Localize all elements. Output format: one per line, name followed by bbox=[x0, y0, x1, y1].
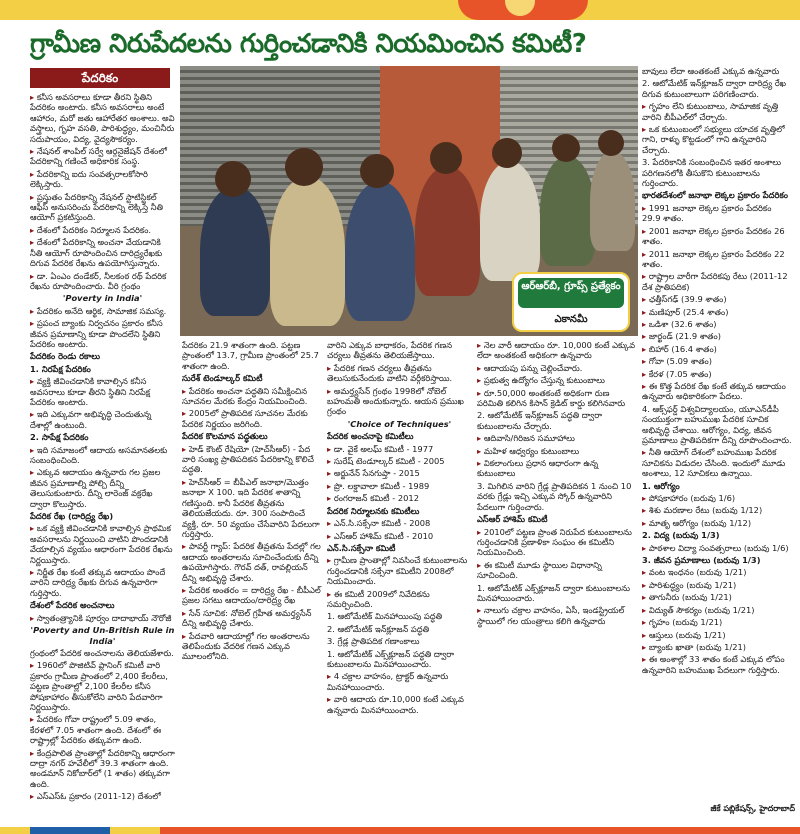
col5-item: ▸ ఒడిశా (32.6 శాతం) bbox=[642, 319, 792, 329]
col1-para: ▸ వ్యక్తి జీవించడానికి కావాల్సిన కనీస అవసరాలు కూడా తీరని స్థితిని నిరపేక్ష పేదరికం అంటారు. bbox=[30, 376, 175, 407]
col3-quote: 'Choice of Techniques' bbox=[347, 418, 452, 429]
publisher-credit: జీకే పబ్లికేషన్స్, హైదరాబాద్ bbox=[710, 804, 795, 813]
col2-para: ▸ పేదవారి ఆదాయాల్లో గల అంతరాలను తెలిపేందుకు వేదరిక గణన ఎక్కువ మూలంలోనిది. bbox=[182, 631, 322, 662]
col1-subheading: పేదరికం రెండు రకాలు bbox=[30, 351, 100, 362]
col1-para: ▸ ఇది ఎక్కువగా అభివృద్ధి చెందుతున్న దేశాల్లో ఉంటుంది. bbox=[30, 409, 175, 430]
col1-para: గ్రంథంలో పేదరిక అంచనాలను తెలియజేశారు. bbox=[30, 647, 174, 658]
col2-para: ▸ హెడ్ కౌంట్ రేషియో (హెచ్‌సీఆర్) - పేద వారి సంఖ్య ప్రాతిపదికన పేదరికాన్ని కొలిచే పద్ధతి. bbox=[182, 444, 322, 475]
photo-person-head bbox=[552, 134, 580, 162]
col1-para: ▸ స్వాతంత్ర్యానికి పూర్వం దాదాభాయ్ నౌరోజీ bbox=[30, 613, 175, 623]
col3-subheading: ఎన్.సి.సక్సేనా కమిటీ bbox=[327, 542, 396, 553]
col5-item: ▸ బ్యాంకు ఖాతా (బరువు 1/21) bbox=[642, 642, 792, 652]
photo-person bbox=[345, 181, 415, 321]
col4-para: ▸ ఈ కమిటీ మూడు స్థాయిల విధానాన్ని సూచించింది. bbox=[477, 560, 637, 581]
col5-item: ▸ శిశు మరణాల రేటు (బరువు 1/12) bbox=[642, 505, 792, 515]
col1-para: ▸ ఒక వ్యక్తి జీవించడానికి కావాల్సిన ప్రాథమిక అవసరాలను నిర్ణయించి వాటిని పొందడానికి వేయాల్సిన వ్యయం ఆధారంగా పేదరిక రేఖను నిర్ణయిస్తారు. bbox=[30, 523, 175, 565]
col1-para: ▸ ఎక్కువ ఆదాయం ఉన్నవారు గల ప్రజల జీవన ప్రమాణాల్ని పోల్చి దీన్ని తెలుసుకుంటారు. దీన్ని లారెంజ్ వక్రరేఖ ద్వారా కొలుస్తారు. bbox=[30, 467, 175, 509]
col4-para: ▸ రూ.50,000 అంతకంటే అధికంగా రుణ పరిమితి కలిగిన కిసాన్ క్రెడిట్ కార్డు కలిగినవారు bbox=[477, 388, 637, 409]
photo-person-head bbox=[285, 148, 323, 186]
col1-para: ▸ దేశంలో పేదరికం నిర్మూలన పేదరికం. bbox=[30, 225, 175, 235]
col5-item: ▸ గోవా (5.09 శాతం) bbox=[642, 356, 792, 366]
col5-item: ▸ మాతృ ఆరోగ్యం (బరువు 1/12) bbox=[642, 518, 792, 528]
col4-para: ▸ వికలాంగులు ప్రధాన ఆధారంగా ఉన్న కుటుంబాలు bbox=[477, 458, 637, 479]
photo-person bbox=[540, 156, 595, 266]
col2-subheading: సురేశ్ టెండూల్కర్ కమిటీ bbox=[182, 373, 263, 384]
col5-para: ▸ నీతి ఆయోగ్ దేశంలో బహుముఖ పేదరిక సూచికను విడుదల చేసింది. ఇందులో మూడు అంశాలు, 12 సూచికలు ఉన్నాయి. bbox=[642, 447, 792, 478]
col1-para: ▸ పేదరికాన్ని ఐదు సంవత్సరాలకోసారి లెక్కిస్తారు. bbox=[30, 169, 175, 190]
headline: గ్రామీణ నిరుపేదలను గుర్తించడానికి నియమించిన కమిటీ? bbox=[30, 29, 587, 59]
col5-item: ▸ జార్ఖండ్ (21.9 శాతం) bbox=[642, 331, 792, 341]
col1-para: ▸ దేశంలో పేదరికాన్ని అంచనా వేయడానికి నీతి ఆయోగ్ రూపొందించిన దారిద్ర్యరేఖకు దిగువ పేదరిక రేఖను ఉపయోగిస్తున్నారు. bbox=[30, 237, 175, 268]
col2-para: ▸ పేదరిక అంతరం = దారిద్ర్య రేఖ - బీపీఎల్ ప్రజల సగటు ఆదాయం/దారిద్ర్య రేఖ bbox=[182, 585, 322, 606]
col5-item: ▸ బిహార్ (16.4 శాతం) bbox=[642, 344, 792, 354]
col3-item: ▸ రంగరాజన్ కమిటీ - 2012 bbox=[327, 493, 472, 503]
col5-para: 2. ఆటోమేటిక్ ఇన్‌క్లూజన్ ద్వారా దారిద్ర్య రేఖ దిగువ కుటుంబాలుగా పరిగణించారు. bbox=[642, 78, 787, 99]
col1-para: ▸ నేషనల్ శాంపిల్ సర్వే ఆర్గనైజేషన్ దేశంలో పేదరికాన్ని గణించే అధికారిక సంస్థ. bbox=[30, 146, 175, 167]
bottom-banner-block bbox=[30, 827, 110, 834]
col2-para: ▸ 2005లో ప్రాతిపదిక సూచనల మేరకు పేదరిక నిర్ణయం జరిగింది. bbox=[182, 408, 322, 429]
column-3 bbox=[327, 340, 472, 830]
col1-para: ▸ ఎస్ఎస్ఓ ప్రకారం (2011-12) దేశంలో bbox=[30, 791, 175, 801]
bottom-banner bbox=[0, 827, 800, 834]
photo-person-head bbox=[215, 161, 251, 197]
col3-item: ▸ ఎస్ఆర్ హాశిమ్ కమిటీ - 2010 bbox=[327, 531, 472, 541]
column-1 bbox=[30, 92, 175, 827]
col5-item: ▸ తాగునీరు (బరువు 1/21) bbox=[642, 592, 792, 602]
caption-badge bbox=[512, 272, 630, 332]
col3-item: ▸ ప్రొ. లక్డావాలా కమిటీ - 1989 bbox=[327, 481, 472, 491]
col4-para: 2. ఆటోమేటిక్ ఇన్‌క్లూజన్ పద్ధతి ద్వారా కుటుంబాలను చేర్చారు. bbox=[477, 410, 602, 431]
col4-para: ▸ మహిళ ఆధ్వర్యం కుటుంబాలు bbox=[477, 446, 637, 456]
col3-subheading: పేదరిక అంచనాపై కమిటీలు bbox=[327, 431, 414, 442]
col1-quote: 'Poverty and Un-British Rule in India' bbox=[30, 625, 175, 646]
photo-person bbox=[200, 186, 270, 316]
col5-item: ▸ కేరళ (7.05 శాతం) bbox=[642, 369, 792, 379]
col5-item: ▸ ఛత్తీస్‌గఢ్ (39.9 శాతం) bbox=[642, 294, 792, 304]
col5-item: ▸ పాఠశాల విద్యా సంవత్సరాలు (బరువు 1/6) bbox=[642, 543, 792, 553]
col4-para: ▸ 2010లో పట్టణ ప్రాంత నిరుపేద కుటుంబాలను గుర్తించడానికి ప్రణాళికా సంఘం ఈ కమిటీని నియమించింది. bbox=[477, 527, 637, 558]
col3-item: ▸ డా. వైకే అలఘ్ కమిటీ - 1977 bbox=[327, 444, 472, 454]
col5-item: ▸ 1991 జనాభా లెక్కల ప్రకారం పేదరికం 29.9 శాతం. bbox=[642, 203, 792, 224]
col3-item: 2. ఆటోమేటిక్ ఇన్‌క్లూజన్ పద్ధతి bbox=[327, 623, 430, 634]
col3-para: ▸ పేదరిక గణన చర్యలు తీవ్రతను తెలుసుకునేందుకు వాటిని వర్గీకరిస్తాయి. bbox=[327, 363, 472, 384]
col5-item: ▸ పారిశుద్ధ్యం (బరువు 1/21) bbox=[642, 580, 792, 590]
photo-person-head bbox=[492, 138, 522, 168]
col3-item: 3. గ్రేడ్ల ప్రాతిపదిక గణాంకాలు bbox=[327, 636, 420, 647]
col5-item: ▸ విద్యుత్ సౌకర్యం (బరువు 1/21) bbox=[642, 605, 792, 615]
photo-person bbox=[480, 161, 540, 281]
photo-person bbox=[270, 176, 345, 326]
photo-person-head bbox=[430, 142, 462, 174]
col5-subheading: 2. విద్య (బరువు 1/3) bbox=[642, 530, 720, 541]
col5-subheading: భారతదేశంలో జనాభా లెక్కల ప్రకారం పేదరికం bbox=[642, 190, 788, 201]
photo-person bbox=[590, 151, 635, 251]
col1-para: ▸ ప్రస్తుతం పేదరికాన్ని నేషనల్ స్టాటిస్టికల్ ఆఫీస్ అనుసరించు పేదరికాన్ని లెక్కిస్తే నీతి ఆయోగ్ ప్రకటిస్తుంది. bbox=[30, 192, 175, 223]
col5-subheading: 3. జీవన ప్రమాణాలు (బరువు 1/3) bbox=[642, 555, 761, 566]
col5-item: ▸ గృహం (బరువు 1/21) bbox=[642, 617, 792, 627]
col4-para: ▸ ఆదాయపు పన్ను చెల్లించేవారు. bbox=[477, 363, 637, 373]
col3-para: ▸ అమర్త్యసేన్ గ్రంథం 1998లో నోబెల్ బహుమతి అందుకున్నారు. ఆయన ప్రముఖ గ్రంథం bbox=[327, 386, 472, 417]
col2-para: ▸ సేన్ సూచిక: నోబెల్ గ్రహీత అమర్త్యసేన్ దీన్ని అభివృద్ధి చేశారు. bbox=[182, 608, 322, 629]
col1-subheading: 1. నిరపేక్ష పేదరికం bbox=[30, 363, 91, 374]
col5-item: ▸ 2001 జనాభా లెక్కల ప్రకారం పేదరికం 26 శాతం. bbox=[642, 226, 792, 247]
col1-para: ▸ డా. ఏంఎం దండేకర్, నీలకంఠ రథ్ పేదరిక రేఖను రూపొందించారు. వీరి గ్రంథం bbox=[30, 271, 175, 292]
col1-subheading: దేశంలో పేదరిక అంచనాలు bbox=[30, 600, 115, 611]
col4-para: 1. ఆటోమేటిక్ ఎక్స్‌క్లూజన్ ద్వారా కుటుంబాలను మినహాయించారు. bbox=[477, 582, 630, 603]
col5-item: ▸ రాష్ట్రాల వారీగా పేదరికపు రేటు (2011-12 దేశ ప్రాతిపదిక) bbox=[642, 271, 792, 292]
col2-para: ▸ పేదరికం అంచనా పద్ధతిని సమీక్షించిన సూచనల మేరకు కేంద్రం నియమించింది. bbox=[182, 386, 322, 407]
col5-para: 3. పేదరికానికి సంబంధించిన ఇతర అంశాలు పరిగణనలోకి తీసుకొని కుటుంబాలను గుర్తించారు. bbox=[642, 157, 781, 189]
col4-para: ▸ నెల వారీ ఆదాయం రూ. 10,000 కంటే ఎక్కువ లేదా అంతకంటే అధికంగా ఉన్నవారు bbox=[477, 340, 637, 361]
col3-item: ▸ అర్జునేన్ సేనగుప్తా - 2015 bbox=[327, 468, 472, 478]
col1-para: ▸ ప్రపంచ బ్యాంకు నిర్వచనం ప్రకారం కనీస జీవన ప్రమాణాన్ని కూడా పొందలేని స్థితిని పేదరికం అంటారు. bbox=[30, 318, 175, 349]
col4-para: ▸ నాలుగు చక్రాల వాహనం, ఏసీ, ఇండస్ట్రియల్ స్థాయిలో గల యంత్రాలు కలిగి ఉన్నవారు bbox=[477, 605, 637, 626]
col5-item: ▸ 2011 జనాభా లెక్కల ప్రకారం పేదరికం 22 శాతం. bbox=[642, 249, 792, 270]
col5-para: ▸ గృహం లేని కుటుంబాలు, సామాజిక వృత్తి వారిని బీపీఎల్‌లో చేర్చారు. bbox=[642, 101, 792, 122]
col5-para: 4. ఆక్స్‌ఫర్డ్ విశ్వవిద్యాలయం, యూఎన్‌డీపీ సంయుక్తంగా బహుముఖ పేదరిక సూచిక అభివృద్ధి చేశాయి. ఆరోగ్యం, విద్య, జీవన ప్రమాణాలు ప్రాతిపదికగా దీన్ని రూపొందించారు. bbox=[642, 403, 792, 445]
col3-para: ▸ 4 చక్రాల వాహనం, ట్రాక్టర్ ఉన్నవారు మినహాయించారు. bbox=[327, 671, 472, 692]
col5-para: ▸ ఈ కొత్త పేదరిక రేఖ కంటే తక్కువ ఆదాయం ఉన్నవారు అధికారికంగా పేదలు. bbox=[642, 381, 792, 402]
col5-subheading: 1. ఆరోగ్యం bbox=[642, 480, 680, 491]
photo-person-head bbox=[598, 130, 624, 156]
col3-item: 1. ఆటోమేటిక్ మినహాయింపు పద్ధతి bbox=[327, 611, 443, 622]
col1-para: ▸ కనీస అవసరాలు కూడా తీరని స్థితిని పేదరికం అంటారు. కనీస అవసరాలు అంటే ఆహారం, మరో జతు ఆహారేతర అంశాలు. అవి వస్త్రాలు, గృహ వసతి, పారిశుద్ధ్యం, మంచినీరు సదుపాయం, విద్య, వైద్యసౌకర్యం. bbox=[30, 92, 175, 144]
col4-para: 3. మిగిలిన వారిని గ్రేడ్ల ప్రాతిపదికన 1 నుంచి 10 వరకు గ్రేడ్లు ఇచ్చి ఎక్కువ స్కోర్ ఉన్నవారిని పేదలుగా గుర్తించారు. bbox=[477, 480, 632, 512]
photo-person bbox=[415, 166, 480, 296]
caption-title: ఆర్ఆర్‌బీ, గ్రూప్స్ ప్రత్యేకం bbox=[518, 278, 624, 308]
col3-para: ▸ గ్రామీణ ప్రాంతాల్లో నివసించే కుటుంబాలను గుర్తించడానికి సక్సేనా కమిటీని 2008లో నియమించారు. bbox=[327, 555, 472, 586]
col5-item: ▸ ఆస్తులు (బరువు 1/21) bbox=[642, 630, 792, 640]
col3-para: వారిని ఎక్కువ బాధాకరం, పేదరిక గణన చర్యలు తీవ్రతను తెలియజేస్తాయి. bbox=[327, 340, 453, 361]
col2-para: ▸ హెచ్‌సీఆర్ = బీపీఎల్ జనాభా/మొత్తం జనాభా X 100. ఇది పేదరిక శాతాన్ని గణిస్తుంది. కానీ పేదరిక తీవ్రతను తెలియజేయదు. రూ. 300 సంపాదించే వ్యక్తి, రూ. 50 వ్యయం చేసేవారిని పేదలుగా గుర్తిస్తారు. bbox=[182, 477, 322, 539]
col3-item: ▸ సురేష్ టెండూల్కర్ కమిటీ - 2005 bbox=[327, 456, 472, 466]
col1-quote: 'Poverty in India' bbox=[62, 293, 143, 304]
column-4 bbox=[477, 340, 637, 830]
col5-item: ▸ వంట ఇంధనం (బరువు 1/21) bbox=[642, 567, 792, 577]
photo-person-head bbox=[360, 154, 394, 188]
caption-subtitle: ఎకానమీ bbox=[554, 314, 588, 325]
col2-para: ▸ పావర్టీ గ్యాప్: పేదరిక తీవ్రతను పేదల్లో గల ఆదాయ అంతరాలను సూచించేందుకు దీన్ని ఉపయోగిస్తారు. గౌరవ్ దత్, రావల్లియన్ దీన్ని అభివృద్ధి చేశారు. bbox=[182, 541, 322, 583]
col1-para: ▸ ఇది సమాజంలో ఆదాయ అసమానతలకు సంబంధించింది. bbox=[30, 445, 175, 466]
col3-para: ▸ ఈ కమిటీ 2009లో నివేదికను సమర్పించింది. bbox=[327, 589, 472, 610]
col2-para: పేదరికం 21.9 శాతంగా ఉంది. పట్టణ ప్రాంతంలో 13.7, గ్రామీణ ప్రాంతంలో 25.7 శాతంగా ఉంది. bbox=[182, 340, 319, 371]
col4-para: ▸ ప్రభుత్వ ఉద్యోగం చేస్తున్న కుటుంబాలు bbox=[477, 375, 637, 385]
col3-para: 1. ఆటోమేటిక్ ఎక్స్‌క్లూజన్ పద్ధతి ద్వారా కుటుంబాలను మినహాయించారు. bbox=[327, 648, 455, 669]
col1-para: ▸ పేదరికం గోవా రాష్ట్రంలో 5.09 శాతం, కేరళలో 7.05 శాతంగా ఉంది. దేశంలో ఈ రాష్ట్రాల్లో పేదరికం తక్కువగా ఉంది. bbox=[30, 714, 175, 745]
column-2 bbox=[182, 340, 322, 830]
col1-para: ▸ కేంద్రపాలిత ప్రాంతాల్లో పేదరికాన్ని ఆధారంగా దాద్రా నగర్ హవేలీలో 39.3 శాతంగా ఉంది. అండమాన్ నికోబార్‌లో (1 శాతం) తక్కువగా ఉంది. bbox=[30, 748, 175, 790]
col5-para: బావులు లేదా ఆంతకంటే ఎక్కువ ఉన్నవారు bbox=[642, 66, 780, 76]
col1-subheading: 2. సాపేక్ష పేదరికం bbox=[30, 432, 89, 443]
col5-para: ▸ ఒక కుటుంబంలో సభ్యులు యాచక వృత్తిలో గాని, రాళ్ళు కొట్టడంలో గాని ఉన్నవారిని చేర్చారు. bbox=[642, 124, 792, 155]
col5-item: ▸ పోషకాహారం (బరువు 1/6) bbox=[642, 493, 792, 503]
bottom-banner-rule bbox=[160, 827, 800, 834]
col5-para: ▸ ఈ అంశాల్లో 33 శాతం కంటే ఎక్కువ లోపం ఉన్నవారిని బహుముఖ పేదలుగా గుర్తిస్తారు. bbox=[642, 654, 792, 675]
col2-subheading: పేదరిక కొలమాన పద్ధతులు bbox=[182, 431, 268, 442]
column-5 bbox=[642, 66, 792, 826]
section-tag: పేదరికం bbox=[30, 68, 170, 88]
col1-para: ▸ పేదరికం అనేది ఆర్థిక, సామాజిక సమస్య. bbox=[30, 306, 175, 316]
col1-para: ▸ 1960లో పొజిటివ్ ప్లానింగ్ కమిటీ వారి ప్రకారం గ్రామీణ ప్రాంతంలో 2,400 కేలరీలు, పట్టణ ప్రాంతాల్లో 2,100 కేలరీల కనీస పోషకాహారం తీసుకోలేని వారిని పేదవారిగా నిర్ణయిస్తారు. bbox=[30, 660, 175, 712]
col3-subheading: పేదరిక నిర్మూలనకు కమిటీలు bbox=[327, 505, 420, 516]
col4-subheading: ఎస్ఆర్ హాశిమ్ కమిటీ bbox=[477, 514, 548, 525]
col1-para: ▸ నిర్ణీత రేఖ కంటే తక్కువ ఆదాయం పొందే వారిని దారిద్ర్య రేఖకు దిగువ ఉన్నవారిగా గుర్తిస్తారు. bbox=[30, 567, 175, 598]
top-banner bbox=[0, 0, 800, 20]
col1-subheading: పేదరిక రేఖ (దారిద్ర్య రేఖ) bbox=[30, 511, 114, 522]
col4-para: ▸ ఆదివాసి/గిరిజన సమూహాలు bbox=[477, 433, 637, 443]
col3-item: ▸ ఎన్.సి.సక్సేనా కమిటీ - 2008 bbox=[327, 518, 472, 528]
col3-para: ▸ వారి ఆదాయ రూ.10,000 కంటే ఎక్కువ ఉన్నవారు మినహాయించారు. bbox=[327, 694, 472, 715]
col5-item: ▸ మణిపూర్ (25.4 శాతం) bbox=[642, 307, 792, 317]
